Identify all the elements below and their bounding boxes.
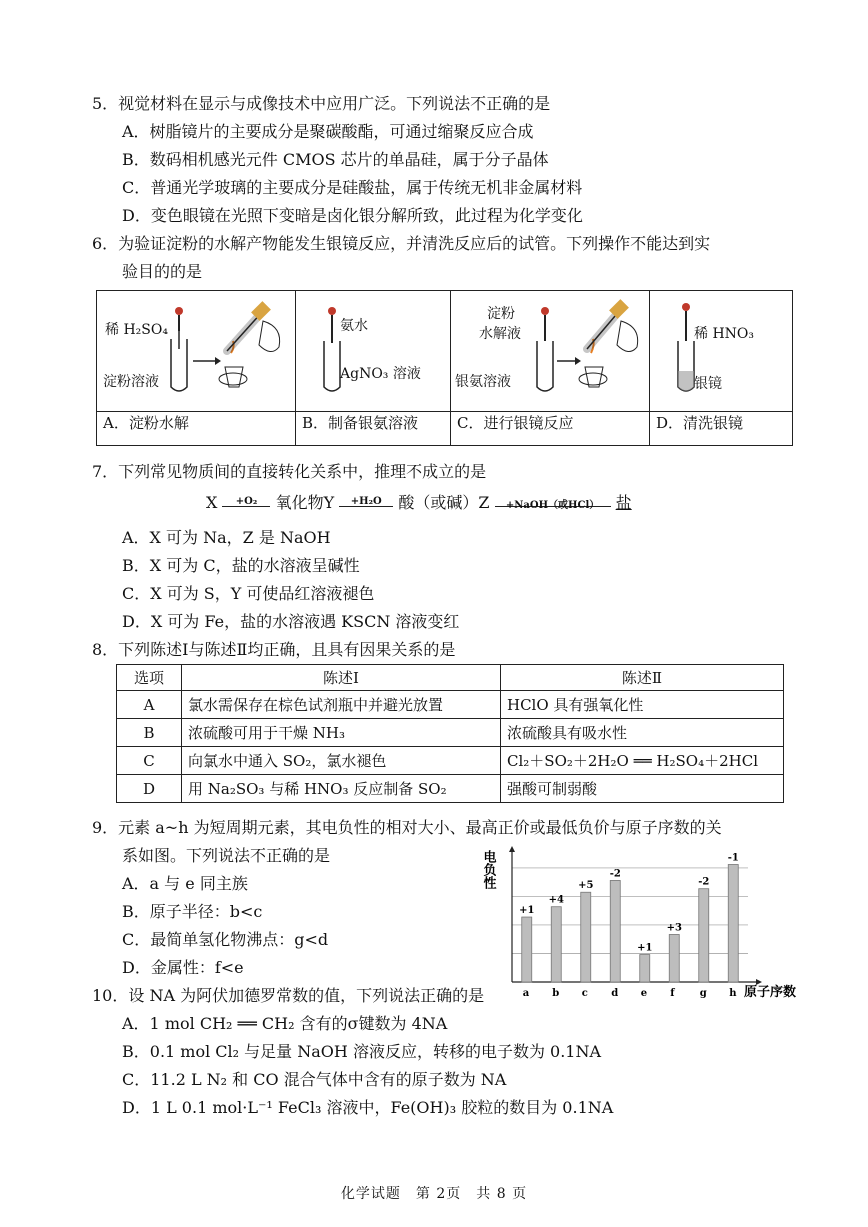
q6-cell-c [451,291,650,412]
q9-stem: 9．元素 a~h 为短周期元素，其电负性的相对大小、最高正价或最低负价与原子序数的关 [92,818,722,837]
chain-salt: 盐 [615,493,632,512]
q6-c-label-silver-ammonia: 银氨溶液 [455,374,511,390]
q8-header-statement-1: 陈述Ⅰ [182,665,501,691]
q8-row-d-option: D [117,775,182,803]
chart-bar-d [610,880,620,982]
q8-row-b-statement-2: 浓硫酸具有吸水性 [501,719,784,747]
chart-bar-label-d: -2 [609,868,621,880]
chart-bar-label-e: +1 [637,942,653,954]
q6-c-label-hydrolysate: 水解液 [479,326,521,342]
chart-bar-b [551,907,561,982]
q6-caption-b: B．制备银氨溶液 [296,412,451,446]
chain-oxide: 氧化物Y [275,493,335,512]
q10-option-a: A．1 mol CH₂ ══ CH₂ 含有的σ键数为 4NA [122,1014,448,1033]
q10-option-c: C．11.2 L N₂ 和 CO 混合气体中含有的原子数为 NA [122,1070,507,1089]
chart-ylabel: 电负性 [480,850,496,889]
q7-option-d: D．X 可为 Fe，盐的水溶液遇 KSCN 溶液变红 [122,612,460,631]
chart-tick-b: b [552,988,560,999]
q7-option-b: B．X 可为 C，盐的水溶液呈碱性 [122,556,360,575]
electronegativity-chart [480,846,800,1002]
q8-header-statement-2: 陈述Ⅱ [501,665,784,691]
q6-d-label-nitric-acid: 稀 HNO₃ [694,326,754,342]
q6-caption-d: D．清洗银镜 [650,412,793,446]
chain-reagent-1: +O₂ [235,496,258,507]
q7-option-c: C．X 可为 S，Y 可使品红溶液褪色 [122,584,375,603]
q7-conversion-chain [206,490,632,513]
q7-option-a: A．X 可为 Na，Z 是 NaOH [122,528,331,547]
chain-reagent-3: +NaOH（或HCl） [505,500,600,511]
q6-caption-c: C．进行银镜反应 [451,412,650,446]
chart-xlabel: 原子序数 [744,985,797,1000]
chart-tick-d: d [611,988,619,999]
chart-bar-label-c: +5 [578,880,594,892]
q8-stem: 8．下列陈述Ⅰ与陈述Ⅱ均正确，且具有因果关系的是 [92,640,456,659]
q10-option-b: B．0.1 mol Cl₂ 与足量 NaOH 溶液反应，转移的电子数为 0.1NA [122,1042,602,1061]
chart-bar-label-a: +1 [519,905,535,917]
chart-tick-a: a [522,988,530,999]
q8-row-c-statement-1: 向氯水中通入 SO₂，氯水褪色 [182,747,501,775]
chart-tick-f: f [670,988,675,999]
q8-row-a-statement-1: 氯水需保存在棕色试剂瓶中并避光放置 [182,691,501,719]
q8-row-d-statement-2: 强酸可制弱酸 [501,775,784,803]
chart-y-arrow [509,846,515,852]
q10-option-d: D．1 L 0.1 mol·L⁻¹ FeCl₃ 溶液中，Fe(OH)₃ 胶粒的数目为 0.1NA [122,1098,614,1117]
chart-tick-e: e [640,988,648,999]
q6-stem-cont: 验目的的是 [122,262,203,281]
chain-x: X [206,493,218,512]
chart-bar-label-h: -1 [727,852,739,864]
chart-bar-h [728,864,738,982]
chart-bar-f [669,934,679,982]
q6-b-label-ammonia: 氨水 [340,318,368,334]
chart-bar-label-g: -2 [698,876,710,888]
chart-tick-c: c [581,988,588,999]
chain-acid: 酸（或碱）Z [398,493,490,512]
page-footer: 化学试题 第 2页 共 8 页 [340,1186,528,1202]
q6-cell-b [296,291,451,412]
q6-caption-a: A．淀粉水解 [97,412,296,446]
q9-stem-cont: 系如图。下列说法不正确的是 [122,846,331,865]
q9-option-c: C．最简单氢化物沸点：g<d [122,930,329,949]
apparatus-b-icon [302,291,444,407]
chain-reagent-2: +H₂O [350,496,382,507]
q8-row-b-statement-1: 浓硫酸可用于干燥 NH₃ [182,719,501,747]
q8-row-a-option: A [117,691,182,719]
q8-row-c-option: C [117,747,182,775]
q6-a-label-acid: 稀 H₂SO₄ [105,322,168,338]
q5-option-b: B．数码相机感光元件 CMOS 芯片的单晶硅，属于分子晶体 [122,150,549,169]
q8-header-option: 选项 [117,665,182,691]
q9-option-a: A．a 与 e 同主族 [122,874,248,893]
q10-stem-text: 10．设 NA 为阿伏加德罗常数的值，下列说法正确的是 [92,986,485,1005]
q6-a-label-solution: 淀粉溶液 [103,374,159,390]
chart-bar-label-f: +3 [666,922,682,934]
chart-bar-a [522,917,532,982]
q6-experiment-table [96,290,793,446]
q6-cell-a [97,291,296,412]
q6-d-label-silver-mirror: 银镜 [694,376,722,392]
chart-bar-g [699,889,709,982]
q8-row-a-statement-2: HClO 具有强氧化性 [501,691,784,719]
chart-bar-e [640,955,650,982]
chart-bar-c [581,892,591,982]
q8-row-b-option: B [117,719,182,747]
q6-c-label-starch: 淀粉 [487,306,515,322]
q8-statement-table [116,664,784,803]
q8-row-d-statement-1: 用 Na₂SO₃ 与稀 HNO₃ 反应制备 SO₂ [182,775,501,803]
q6-cell-d [650,291,793,412]
q5-stem: 5．视觉材料在显示与成像技术中应用广泛。下列说法不正确的是 [92,94,551,113]
q6-b-label-silver-nitrate: AgNO₃ 溶液 [340,366,421,382]
q5-option-a: A．树脂镜片的主要成分是聚碳酸酯，可通过缩聚反应合成 [122,122,534,141]
chart-tick-g: g [699,988,707,999]
q7-stem: 7．下列常见物质间的直接转化关系中，推理不成立的是 [92,462,487,481]
chart-tick-h: h [729,988,737,999]
q9-option-d: D．金属性：f<e [122,958,244,977]
q6-stem: 6．为验证淀粉的水解产物能发生银镜反应，并清洗反应后的试管。下列操作不能达到实 [92,234,711,253]
q5-option-c: C．普通光学玻璃的主要成分是硅酸盐，属于传统无机非金属材料 [122,178,583,197]
q8-row-c-statement-2: Cl₂＋SO₂＋2H₂O ══ H₂SO₄＋2HCl [501,747,784,775]
q9-option-b: B．原子半径：b<c [122,902,263,921]
q5-option-d: D．变色眼镜在光照下变暗是卤化银分解所致，此过程为化学变化 [122,206,583,225]
chart-bar-label-b: +4 [548,894,564,906]
q10-stem [92,982,484,1009]
